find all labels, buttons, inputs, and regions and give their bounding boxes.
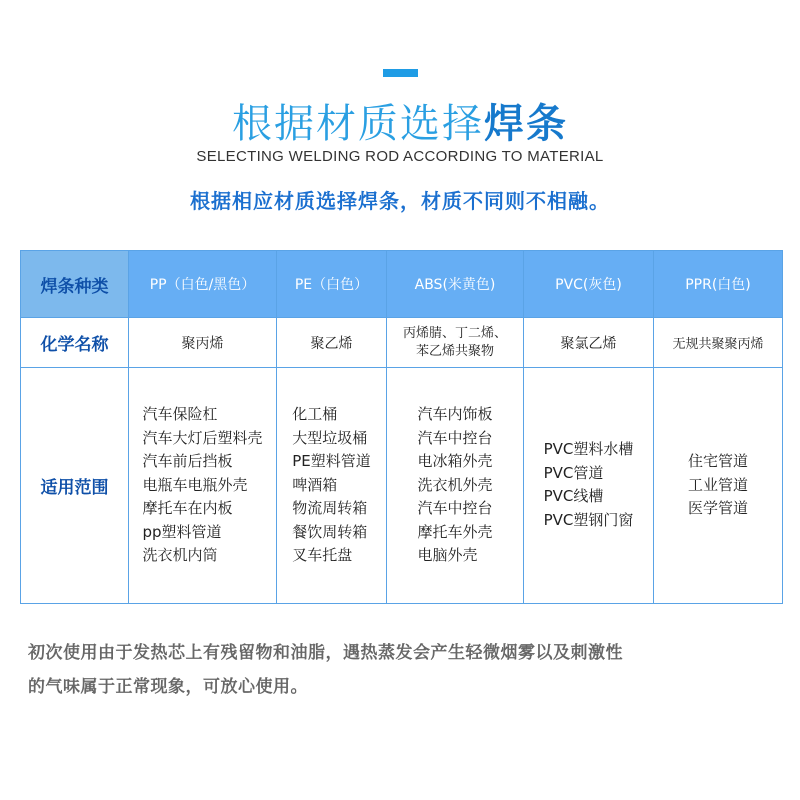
uses-abs xyxy=(387,367,524,603)
chemical-row xyxy=(21,318,783,367)
use-item: 叉车托盘 xyxy=(292,546,353,565)
use-item: PE塑料管道 xyxy=(292,452,371,471)
use-item: 摩托车外壳 xyxy=(417,522,493,541)
use-item: 医学管道 xyxy=(687,499,748,518)
chemical-pp: 聚丙烯 xyxy=(129,318,277,367)
use-item: 大型垃圾桶 xyxy=(292,428,368,447)
english-subtitle: SELECTING WELDING ROD ACCORDING TO MATERIAL xyxy=(196,148,604,165)
row-label-type: 焊条种类 xyxy=(21,251,129,318)
use-item: 电瓶车电瓶外壳 xyxy=(142,475,248,494)
use-item: 洗衣机内筒 xyxy=(142,546,218,565)
page-title xyxy=(0,96,800,152)
uses-ppr xyxy=(654,367,783,603)
use-item: 工业管道 xyxy=(687,475,748,494)
uses-list-pp xyxy=(142,403,262,568)
col-type-pe: PE（白色） xyxy=(277,251,387,318)
use-item: 汽车大灯后塑料壳 xyxy=(142,428,263,447)
uses-list-abs xyxy=(417,403,492,568)
use-item: 摩托车在内板 xyxy=(142,499,233,518)
use-item: 汽车保险杠 xyxy=(142,405,218,424)
chemical-abs-line-2: 苯乙烯共聚物 xyxy=(415,343,494,359)
uses-list-pe xyxy=(292,403,371,568)
uses-pp xyxy=(129,367,277,603)
col-type-pvc: PVC(灰色) xyxy=(524,251,654,318)
use-item: 汽车中控台 xyxy=(417,428,493,447)
chemical-ppr: 无规共聚聚丙烯 xyxy=(654,318,783,367)
use-item: 汽车内饰板 xyxy=(417,405,493,424)
use-item: 洗衣机外壳 xyxy=(417,475,493,494)
usage-row xyxy=(21,367,783,603)
uses-list-pvc xyxy=(544,438,634,532)
use-item: PVC塑料水槽 xyxy=(543,440,634,459)
accent-bar xyxy=(383,69,418,77)
title-part-1: 根据材质选择 xyxy=(232,101,484,147)
header-row xyxy=(21,251,783,318)
usage-note-line-1: 初次使用由于发热芯上有残留物和油脂，遇热蒸发会产生轻微烟雾以及刺激性 xyxy=(28,643,623,663)
headline: 根据相应材质选择焊条，材质不同则不相融。 xyxy=(190,189,610,213)
use-item: PVC管道 xyxy=(543,463,604,482)
uses-pvc xyxy=(524,367,654,603)
use-item: 啤酒箱 xyxy=(292,475,338,494)
use-item: 住宅管道 xyxy=(687,452,748,471)
use-item: 汽车中控台 xyxy=(417,499,493,518)
row-label-usage: 适用范围 xyxy=(21,367,129,603)
title-part-2: 焊条 xyxy=(484,101,568,147)
uses-pe xyxy=(277,367,387,603)
use-item: 电脑外壳 xyxy=(417,546,478,565)
col-type-pp: PP（白色/黑色） xyxy=(129,251,277,318)
usage-note xyxy=(28,636,768,704)
uses-list-ppr xyxy=(688,450,748,521)
usage-note-line-2: 的气味属于正常现象，可放心使用。 xyxy=(28,677,308,697)
col-type-ppr: PPR(白色) xyxy=(654,251,783,318)
chemical-pe: 聚乙烯 xyxy=(277,318,387,367)
use-item: PVC线槽 xyxy=(543,487,604,506)
col-type-abs: ABS(米黄色) xyxy=(387,251,524,318)
use-item: 汽车前后挡板 xyxy=(142,452,233,471)
use-item: 物流周转箱 xyxy=(292,499,368,518)
row-label-chemical: 化学名称 xyxy=(21,318,129,367)
chemical-pvc: 聚氯乙烯 xyxy=(524,318,654,367)
use-item: pp塑料管道 xyxy=(142,522,222,541)
use-item: 餐饮周转箱 xyxy=(292,522,368,541)
chemical-abs-line-1: 丙烯腈、丁二烯、 xyxy=(402,325,507,341)
use-item: 电冰箱外壳 xyxy=(417,452,493,471)
welding-rod-table xyxy=(20,250,783,604)
use-item: 化工桶 xyxy=(292,405,338,424)
chemical-abs xyxy=(387,318,524,367)
use-item: PVC塑钢门窗 xyxy=(543,510,634,529)
